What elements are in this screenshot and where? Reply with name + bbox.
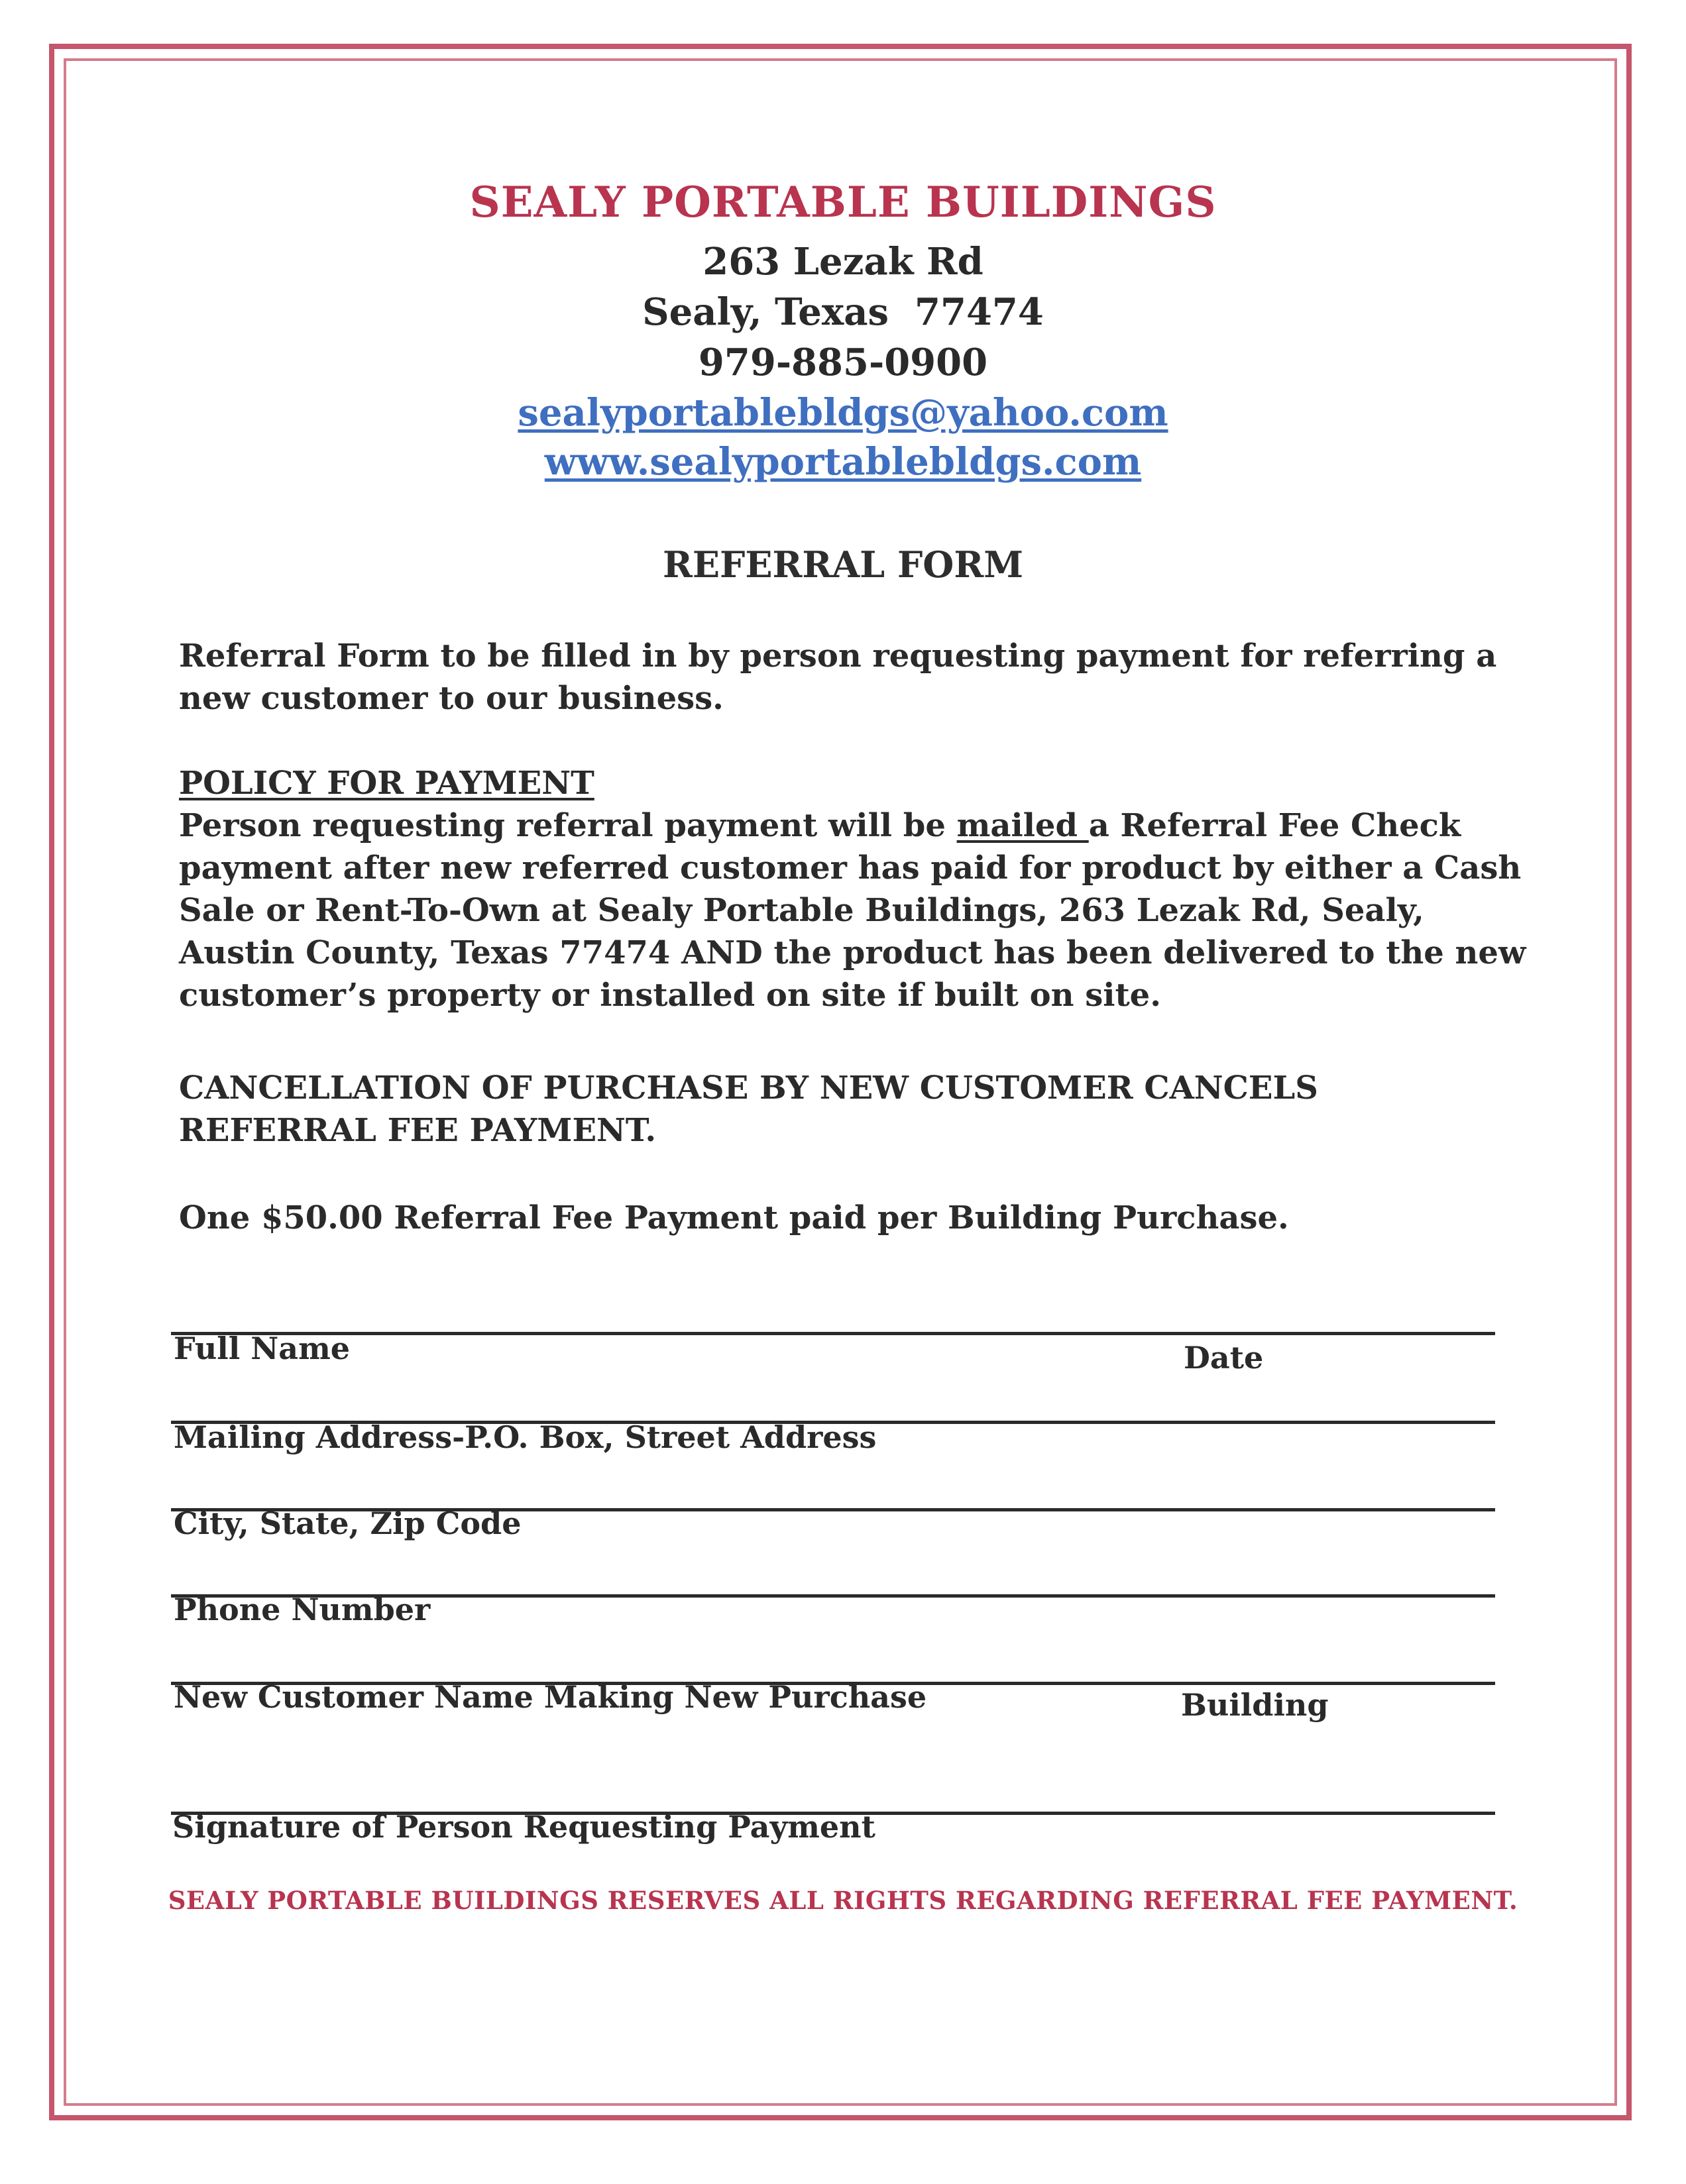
policy-text: Person requesting referral payment will be	[179, 807, 957, 844]
policy-line: Austin County, Texas 77474 AND the product has been delivered to the new	[179, 934, 1526, 971]
policy-emphasis: mailed	[956, 807, 1089, 844]
form-title: REFERRAL FORM	[663, 543, 1023, 586]
city-state-zip: Sealy, Texas 77474	[642, 290, 1044, 334]
policy-line: customer’s property or installed on site if built on site.	[179, 977, 1161, 1014]
mailing-address-label: Mailing Address-P.O. Box, Street Address	[174, 1419, 877, 1455]
new-customer-label: New Customer Name Making New Purchase	[174, 1679, 927, 1715]
intro-line: Referral Form to be filled in by person requesting payment for referring a	[179, 637, 1497, 675]
intro-line: new customer to our business.	[179, 680, 724, 717]
policy-heading: POLICY FOR PAYMENT	[179, 765, 594, 802]
policy-section	[179, 762, 1531, 1016]
cancellation-line: REFERRAL FEE PAYMENT.	[179, 1112, 657, 1149]
street-address: 263 Lezak Rd	[702, 240, 984, 284]
email-link[interactable]: sealyportablebldgs@yahoo.com	[518, 391, 1168, 435]
signature-label: Signature of Person Requesting Payment	[172, 1809, 875, 1845]
city-state-zip-label: City, State, Zip Code	[174, 1505, 522, 1541]
fee-statement: One $50.00 Referral Fee Payment paid per Building Purchase.	[179, 1199, 1289, 1236]
policy-line: Sale or Rent-To-Own at Sealy Portable Buildings, 263 Lezak Rd, Sealy,	[179, 892, 1424, 929]
rights-notice: SEALY PORTABLE BUILDINGS RESERVES ALL RIGHTS REGARDING REFERRAL FEE PAYMENT.	[168, 1886, 1518, 1915]
intro-paragraph	[179, 635, 1531, 720]
cancellation-line: CANCELLATION OF PURCHASE BY NEW CUSTOMER CANCELS	[179, 1069, 1318, 1107]
cancellation-notice	[179, 1067, 1531, 1152]
company-name: SEALY PORTABLE BUILDINGS	[469, 178, 1217, 227]
website-line	[0, 440, 1686, 484]
date-label: Date	[1184, 1340, 1264, 1376]
policy-line: payment after new referred customer has paid for product by either a Cash	[179, 849, 1522, 887]
email-line	[0, 391, 1686, 435]
full-name-label: Full Name	[174, 1331, 351, 1366]
full-name-line[interactable]	[171, 1332, 1495, 1335]
phone-number: 979-885-0900	[698, 341, 988, 384]
phone-number-label: Phone Number	[174, 1592, 431, 1627]
policy-text: a Referral Fee Check	[1088, 807, 1461, 844]
website-link[interactable]: www.sealyportablebldgs.com	[544, 440, 1142, 484]
building-label: Building	[1181, 1687, 1329, 1723]
policy-line	[179, 804, 1531, 847]
